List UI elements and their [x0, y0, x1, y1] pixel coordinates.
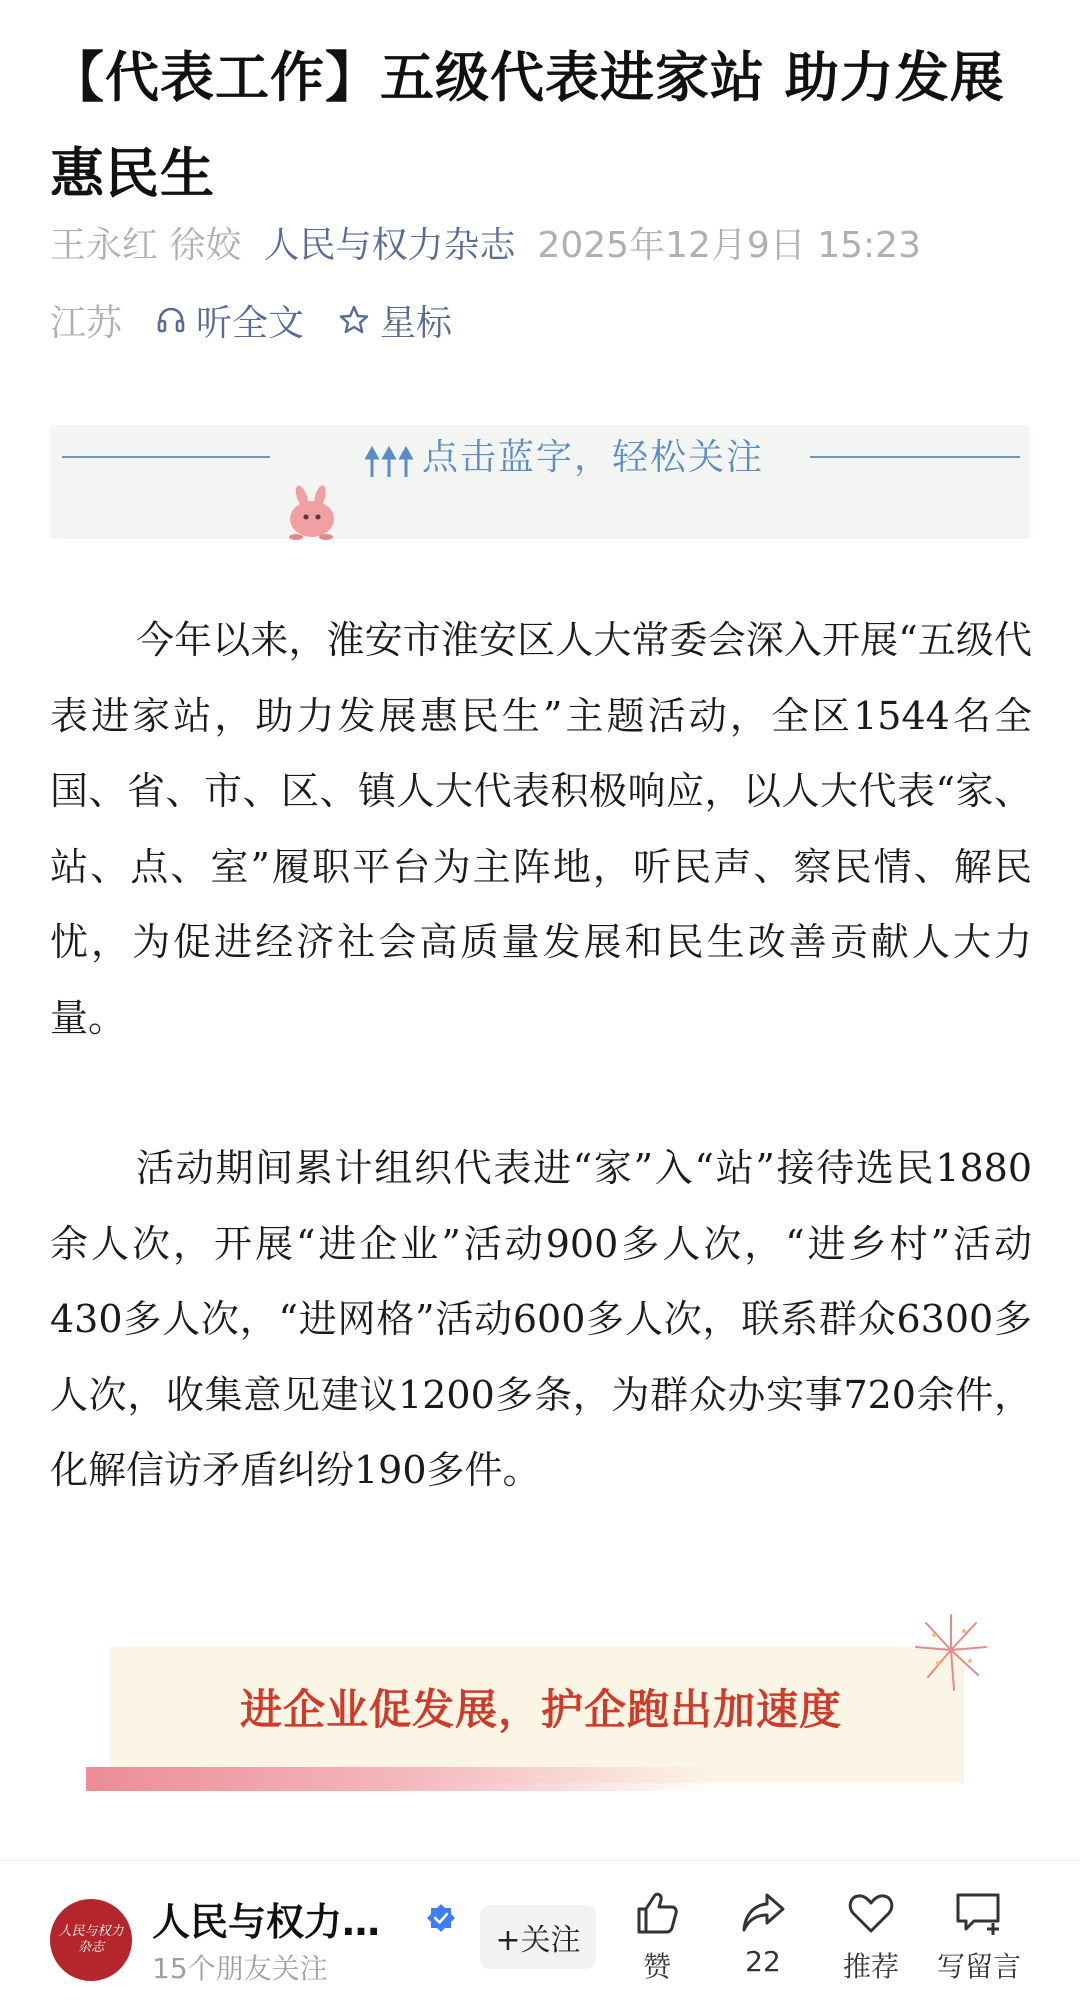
article-meta [50, 212, 943, 272]
banner-line-left [62, 456, 270, 458]
paragraph-1: 今年以来，淮安市淮安区人大常委会深入开展“五级代表进家站，助力发展惠民生”主题活动，全区1544名全国、省、市、区、镇人大代表积极响应，以人大代表“家、站、点、室”履职平台为主阵地，听民声、察民情、解民忧，为促进经济社会高质量发展和民生改善贡献人大力量。 [50, 618, 1032, 1040]
bottom-bar [0, 1860, 1080, 2011]
verified-icon [426, 1903, 456, 1933]
avatar-logo: 人民与权力杂志 [58, 1924, 124, 1955]
account-link[interactable]: 人民与权力杂志 [263, 224, 516, 266]
share-button[interactable] [708, 1887, 818, 1978]
comment-button[interactable] [924, 1887, 1034, 1985]
publish-time: 2025年12月9日 15:23 [537, 224, 921, 266]
account-name[interactable]: 人民与权力… [152, 1900, 381, 1944]
star-button[interactable] [338, 295, 452, 346]
paragraph-2: 活动期间累计组织代表进“家”入“站”接待选民1880余人次，开展“进企业”活动900多人次，“进乡村”活动430多人次，“进网格”活动600多人次，联系群众6300多人次，收集意见建议1200多条，为群众办实事720余件，化解信访矛盾纠纷190多件。 [50, 1146, 1032, 1492]
friends-following: 15个朋友关注 [152, 1952, 328, 1985]
comment-label: 写留言 [936, 1950, 1021, 1983]
article-title: 【代表工作】五级代表进家站 助力发展惠民生 [50, 46, 1005, 205]
star-icon [338, 304, 370, 336]
recommend-label: 推荐 [842, 1950, 899, 1983]
region: 江苏 [50, 302, 123, 344]
thumbs-up-icon [631, 1887, 683, 1939]
banner-line-right [810, 456, 1020, 458]
star-label: 星标 [380, 302, 453, 344]
follow-banner-text: 点击蓝字，轻松关注 [422, 437, 765, 478]
mascot-icon [280, 485, 344, 541]
article-meta-secondary [50, 290, 486, 350]
section-heading: 进企业促发展，护企跑出加速度 [239, 1685, 842, 1734]
up-arrows-icon [365, 445, 415, 479]
like-button[interactable] [602, 1887, 712, 1985]
section-heading-card [86, 1605, 986, 1805]
authors: 王永红 徐姣 [50, 224, 242, 266]
comment-icon [952, 1887, 1006, 1939]
firework-icon [906, 1605, 996, 1695]
listen-label: 听全文 [196, 302, 305, 344]
account-avatar[interactable] [50, 1899, 132, 1981]
headphones-icon [156, 305, 186, 335]
follow-button[interactable]: +关注 [480, 1905, 596, 1969]
section-heading-underline [86, 1767, 986, 1791]
follow-banner[interactable] [50, 425, 1030, 539]
share-count: 22 [745, 1945, 781, 1978]
heart-icon [845, 1887, 897, 1939]
listen-button[interactable] [156, 295, 304, 346]
recommend-button[interactable] [816, 1887, 926, 1985]
share-icon [737, 1887, 789, 1939]
like-label: 赞 [642, 1950, 671, 1983]
